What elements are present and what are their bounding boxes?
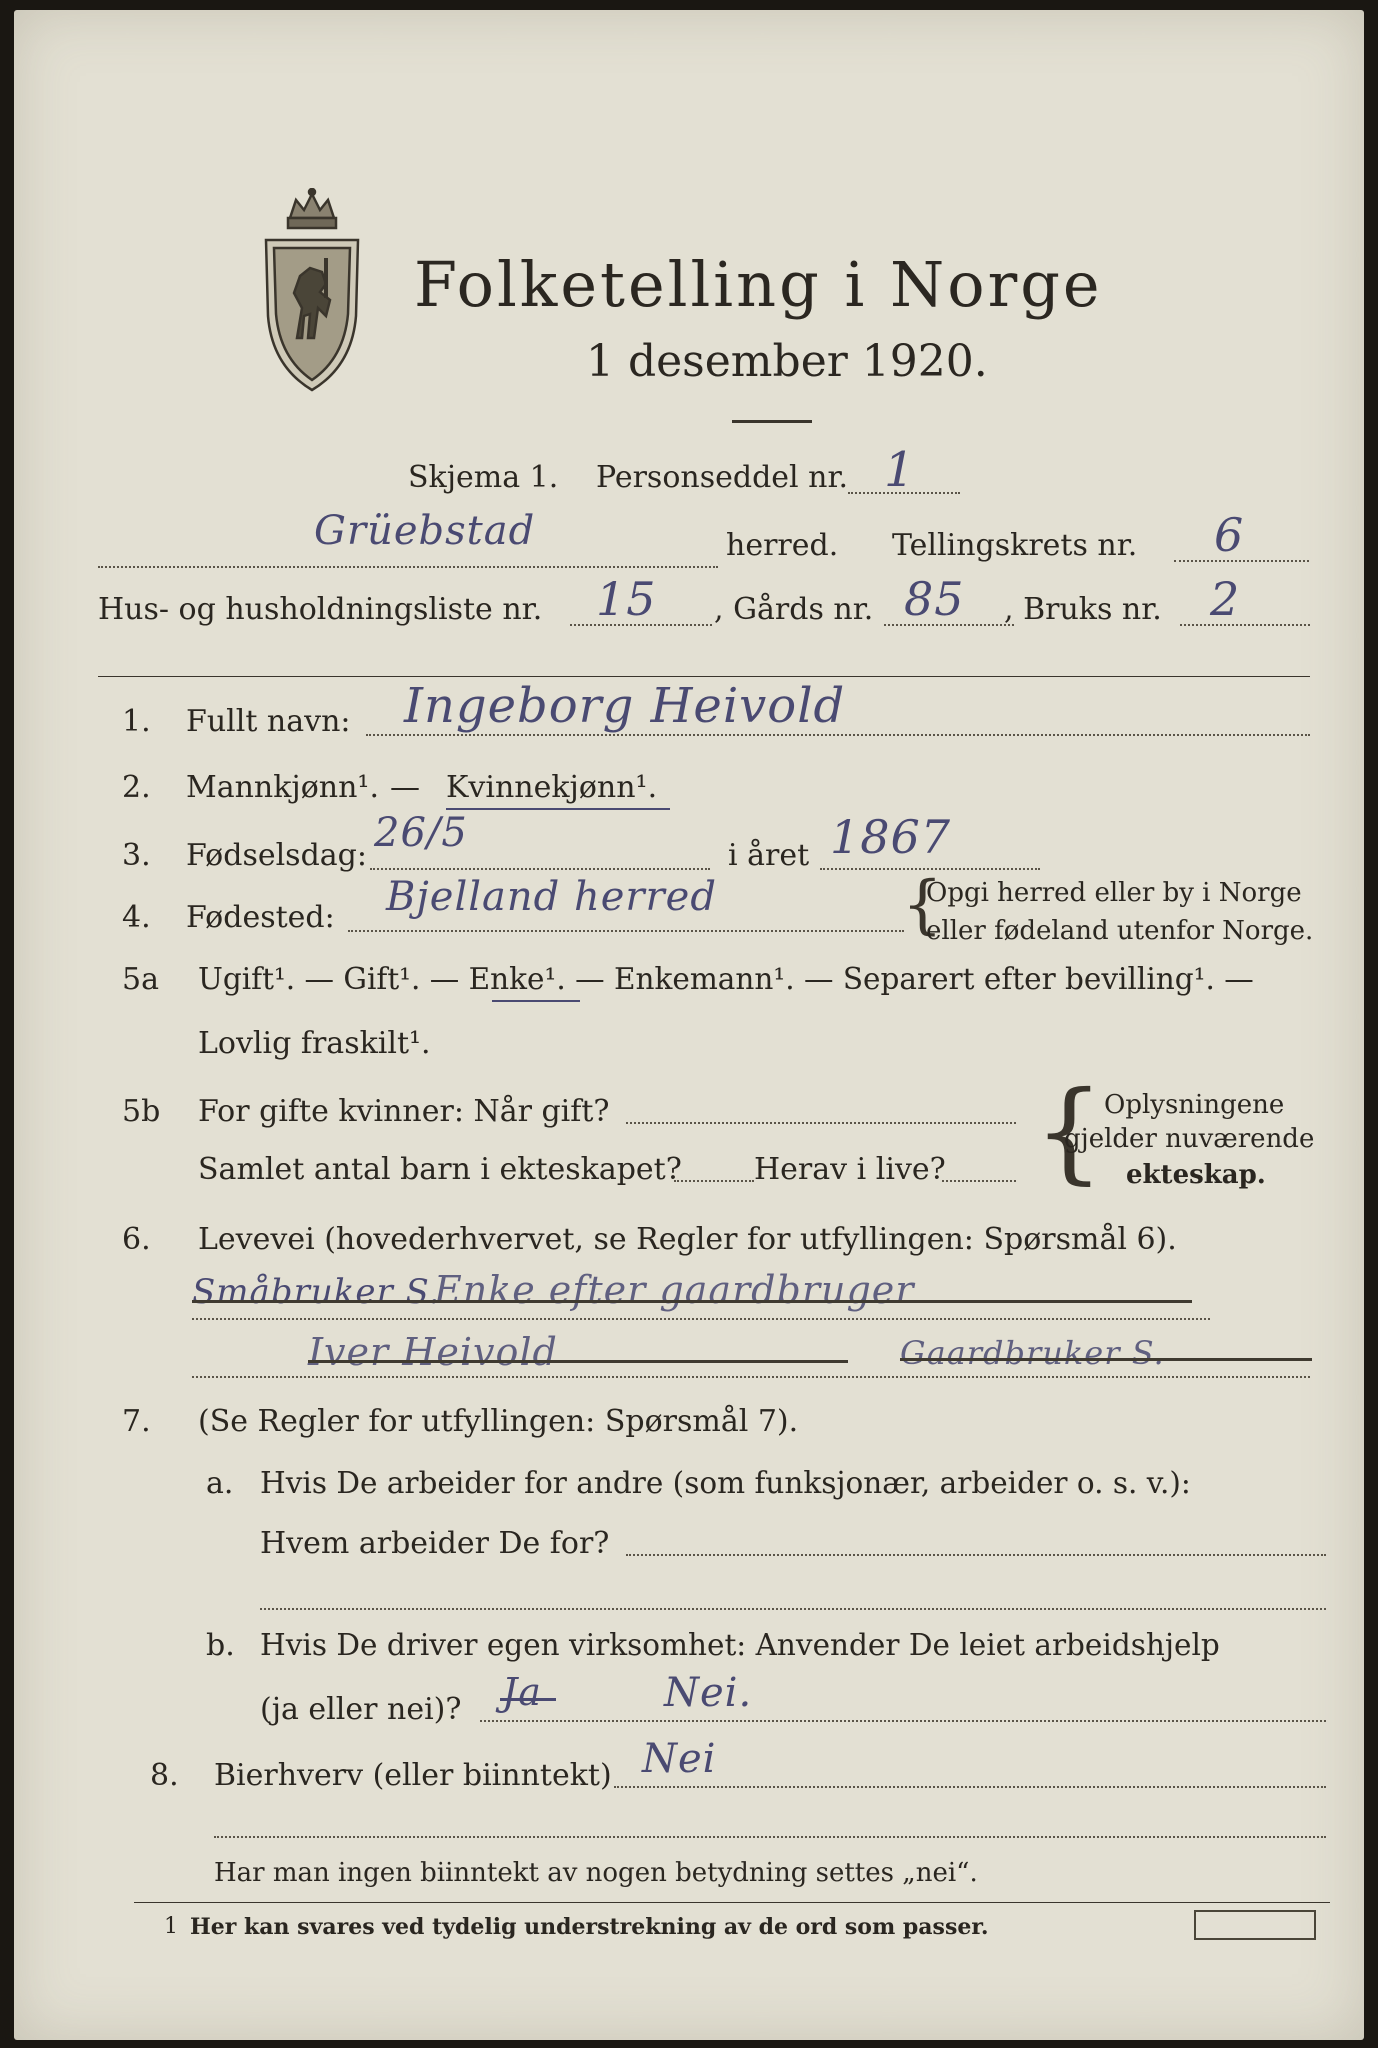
hus-label: Hus- og husholdningsliste nr. [98, 592, 543, 627]
q7a-who: Hvem arbeider De for? [260, 1526, 610, 1561]
q5b-note-1: Oplysningene [1104, 1090, 1285, 1120]
q2-female: Kvinnekjønn¹. [446, 770, 658, 805]
personseddel-value: 1 [884, 442, 916, 498]
q7a-text: Hvis De arbeider for andre (som funksjonær, arbeider o. s. v.): [260, 1466, 1191, 1500]
q5b-note-3: ekteskap. [1126, 1160, 1266, 1190]
q8-value: Nei [642, 1736, 717, 1782]
marital-options-2: Lovlig fraskilt¹. [198, 1026, 431, 1061]
footnote-mark: 1 [164, 1914, 178, 1939]
header-separator [98, 676, 1310, 677]
printer-mark [1194, 1910, 1316, 1940]
birthday-value: 26/5 [374, 810, 468, 856]
q3-label: Fødselsdag: [186, 838, 367, 873]
title-divider [732, 420, 812, 423]
coat-of-arms-icon [252, 188, 372, 398]
q6-strike-1 [192, 1300, 1192, 1303]
census-form: Folketelling i Norge 1 desember 1920. Skjema 1. Personseddel nr. 1 Grüebstad herred. Tellingskrets nr. 6 Hus- og husholdningsliste nr. 15 , Gårds nr. 85 , Bruks nr. 2 1. Fullt navn: Ingeborg Heivold 2. Mannkjønn¹. — Kvinnekjønn¹. 3. Fødselsdag: 26/5 i året 1867 4. Fødested: Bjelland herred { Opgi herred eller by i Norge eller fødeland utenfor Norge. 5a Ugift¹. — Gift¹. — Enke¹. — Enkemann¹. — Separert efter bevilling¹. — Lovlig fraskilt¹. 5b For gifte kvinner: Når gift? Samlet antal barn i ekteskapet? Herav i live? { Oplysningene gjelder nuværende ekteskap. 6. Levevei (hovederhvervet, se Regler for utfyllingen: Spørsmål 6). Småbruker S. Enke efter gaardbruger Iver Heivold Gaardbruker S. 7. (Se Regler for utfyllingen: Spørsmål 7). a. Hvis De arbeider for andre (som funksjonær, arbeider o. s. v.): Hvem arbeider De for? b. Hvis De driver egen virksomhet: Anvender De leiet arbeidshjelp (ja eller nei)? Ja Nei. 8. Bierhverv (eller biinntekt) Nei Har man ingen biinntekt av nogen betydning settes „nei“. 1 Her kan svares ved tydelig understrekning av de ord som passer. [14, 10, 1364, 2040]
q5b-number: 5b [122, 1094, 161, 1129]
census-date: 1 desember 1920. [586, 336, 988, 387]
q5b-alive: Herav i live? [754, 1152, 946, 1187]
occupation-struck-2: Iver Heivold [308, 1330, 558, 1374]
q7b-text: Hvis De driver egen virksomhet: Anvender De leiet arbeidshjelp [260, 1628, 1220, 1662]
occupation-struck-3: Gaardbruker S. [900, 1334, 1165, 1372]
bruks-label: , Bruks nr. [1004, 592, 1162, 627]
q7b-number: b. [206, 1628, 235, 1663]
q6-label: Levevei (hovederhvervet, se Regler for utfyllingen: Spørsmål 6). [198, 1222, 1177, 1257]
q7b-value: Nei. [664, 1670, 753, 1716]
q2-female-underline [446, 808, 670, 810]
q2-sep: — [390, 770, 420, 805]
bruks-value: 2 [1210, 572, 1241, 626]
q8-label: Bierhverv (eller biinntekt) [214, 1758, 612, 1793]
q6-strike-2 [308, 1360, 848, 1363]
occupation-struck-1: Enke efter gaardbruger [434, 1268, 915, 1312]
q5b-children: Samlet antal barn i ekteskapet? [198, 1152, 682, 1187]
q8-number: 8. [150, 1758, 179, 1793]
form-title: Folketelling i Norge [414, 248, 1103, 321]
q7b-question: (ja eller nei)? [260, 1692, 462, 1727]
q7-number: 7. [122, 1404, 151, 1439]
q5b-note-2: gjelder nuværende [1064, 1124, 1315, 1154]
gards-label: , Gårds nr. [714, 592, 874, 627]
q3-year-label: i året [728, 838, 810, 873]
q4-note-2: eller fødeland utenfor Norge. [926, 916, 1314, 946]
q4-number: 4. [122, 900, 151, 935]
q7a-number: a. [206, 1466, 234, 1501]
tellingskrets-label: Tellingskrets nr. [892, 528, 1138, 563]
q3-number: 3. [122, 838, 151, 873]
personseddel-label: Personseddel nr. [596, 460, 849, 495]
q2-number: 2. [122, 770, 151, 805]
q6-number: 6. [122, 1222, 151, 1257]
q7-label: (Se Regler for utfyllingen: Spørsmål 7). [198, 1404, 799, 1439]
tellingskrets-value: 6 [1214, 508, 1245, 562]
birth-year-value: 1867 [830, 810, 952, 864]
q7b-strike [500, 1698, 556, 1701]
hus-value: 15 [596, 572, 657, 626]
herred-value: Grüebstad [314, 508, 536, 554]
birthplace-value: Bjelland herred [386, 874, 717, 920]
gards-value: 85 [904, 572, 965, 626]
footnote-separator [134, 1902, 1330, 1903]
full-name-value: Ingeborg Heivold [404, 678, 846, 734]
q4-label: Fødested: [186, 900, 335, 935]
q1-number: 1. [122, 704, 151, 739]
q4-note-1: Opgi herred eller by i Norge [926, 878, 1302, 908]
marital-options: Ugift¹. — Gift¹. — Enke¹. — Enkemann¹. — Separert efter bevilling¹. — [198, 962, 1254, 996]
q5b-married: For gifte kvinner: Når gift? [198, 1094, 610, 1129]
herred-label: herred. [726, 528, 839, 563]
q1-label: Fullt navn: [186, 704, 351, 739]
q5a-number: 5a [122, 962, 159, 997]
enke-underline [492, 1000, 580, 1002]
skjema-label: Skjema 1. [408, 460, 559, 495]
q2-male: Mannkjønn¹. [186, 770, 379, 805]
footnote-text: Her kan svares ved tydelig understrekning av de ord som passer. [190, 1914, 989, 1940]
q7b-struck: Ja [502, 1670, 542, 1714]
occupation-value: Småbruker S. [192, 1272, 441, 1312]
q6-strike-3 [900, 1358, 1312, 1361]
q8-note: Har man ingen biinntekt av nogen betydning settes „nei“. [214, 1858, 978, 1888]
